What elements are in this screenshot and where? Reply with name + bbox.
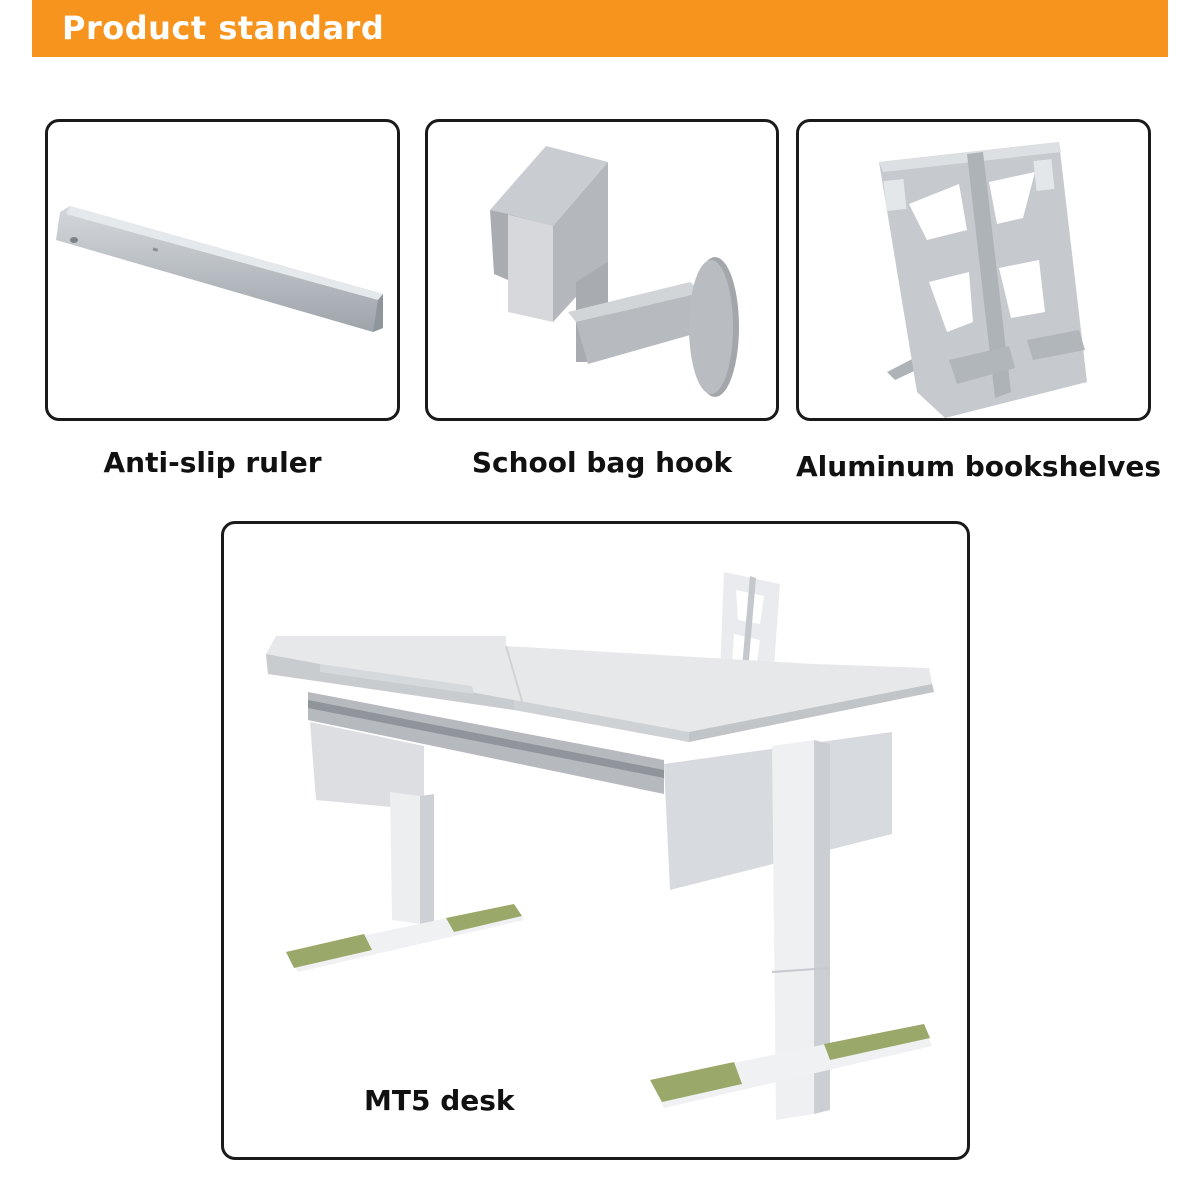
bookshelf-caption: Aluminum bookshelves: [796, 450, 1161, 483]
bookshelf-card: [796, 119, 1151, 421]
desk-icon: [224, 524, 967, 1157]
ruler-card: [45, 119, 400, 421]
ruler-icon: [48, 122, 397, 418]
header-banner: [32, 0, 1168, 57]
page-title: Product standard: [62, 9, 385, 47]
desk-caption: MT5 desk: [364, 1084, 515, 1117]
bookshelf-icon: [799, 122, 1148, 418]
hook-card: [425, 119, 779, 421]
ruler-caption: Anti-slip ruler: [103, 446, 322, 479]
desk-card: [221, 521, 970, 1160]
bag-hook-icon: [428, 122, 776, 418]
hook-caption: School bag hook: [471, 446, 733, 479]
